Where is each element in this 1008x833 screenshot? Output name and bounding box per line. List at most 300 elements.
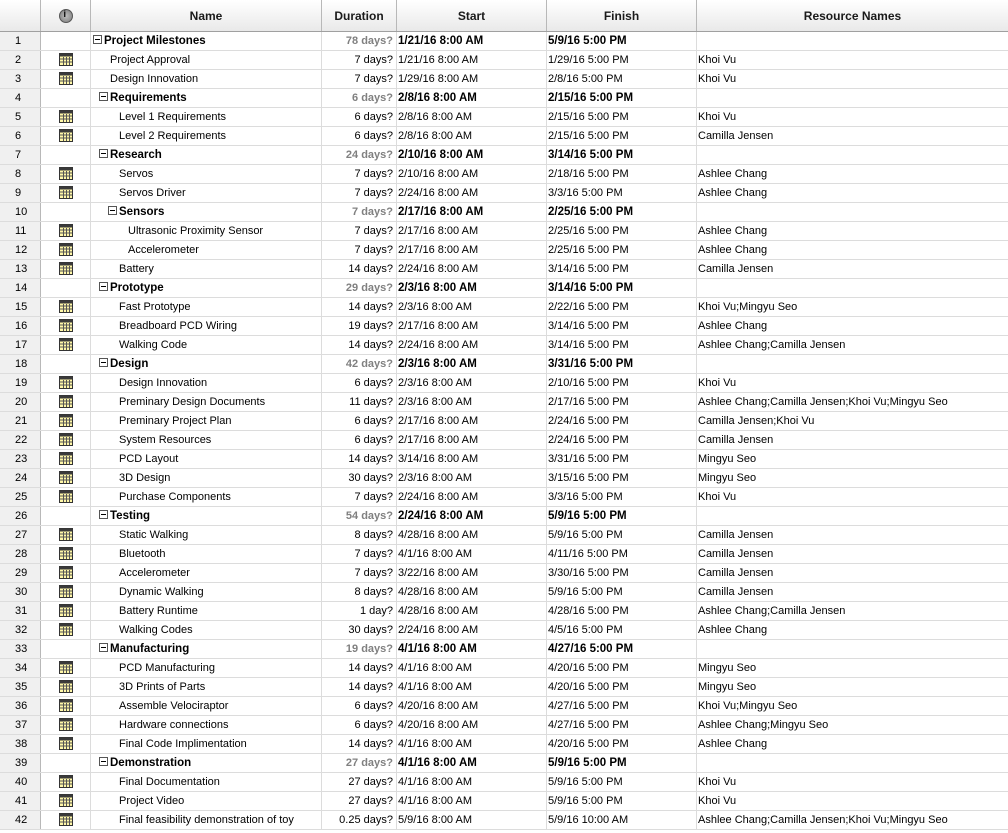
task-row[interactable]	[0, 773, 1008, 792]
task-name[interactable]	[91, 32, 322, 50]
task-name[interactable]	[91, 317, 322, 335]
resource-names-column-header[interactable]: Resource Names	[697, 0, 1008, 31]
row-number[interactable]	[0, 716, 41, 734]
finish-cell[interactable]	[547, 184, 697, 202]
finish-cell[interactable]	[547, 431, 697, 449]
duration-cell[interactable]	[322, 89, 397, 107]
task-row[interactable]	[0, 317, 1008, 336]
start-cell[interactable]	[397, 260, 547, 278]
start-cell[interactable]	[397, 583, 547, 601]
duration-cell[interactable]	[322, 773, 397, 791]
task-name[interactable]	[91, 412, 322, 430]
finish-cell[interactable]	[547, 317, 697, 335]
row-number[interactable]	[0, 697, 41, 715]
collapse-toggle-icon[interactable]	[99, 149, 108, 158]
task-name[interactable]	[91, 526, 322, 544]
task-row[interactable]	[0, 412, 1008, 431]
start-cell[interactable]	[397, 279, 547, 297]
start-cell[interactable]	[397, 317, 547, 335]
finish-cell[interactable]	[547, 735, 697, 753]
calendar-icon[interactable]	[59, 338, 73, 351]
resource-names-cell[interactable]	[697, 754, 1008, 772]
duration-cell[interactable]	[322, 260, 397, 278]
resource-names-cell[interactable]	[697, 184, 1008, 202]
task-row[interactable]	[0, 469, 1008, 488]
row-number[interactable]	[0, 621, 41, 639]
task-name[interactable]	[91, 203, 322, 221]
row-number[interactable]	[0, 792, 41, 810]
resource-names-cell[interactable]	[697, 336, 1008, 354]
start-cell[interactable]	[397, 678, 547, 696]
collapse-toggle-icon[interactable]	[99, 510, 108, 519]
resource-names-cell[interactable]	[697, 564, 1008, 582]
start-cell[interactable]	[397, 735, 547, 753]
task-row[interactable]	[0, 621, 1008, 640]
summary-task-row[interactable]	[0, 279, 1008, 298]
task-name[interactable]	[91, 127, 322, 145]
duration-cell[interactable]	[322, 811, 397, 829]
task-name[interactable]	[91, 89, 322, 107]
row-number[interactable]	[0, 298, 41, 316]
duration-cell[interactable]	[322, 51, 397, 69]
resource-names-cell[interactable]	[697, 127, 1008, 145]
calendar-icon[interactable]	[59, 604, 73, 617]
calendar-icon[interactable]	[59, 110, 73, 123]
row-number[interactable]	[0, 260, 41, 278]
task-name[interactable]	[91, 564, 322, 582]
duration-cell[interactable]	[322, 488, 397, 506]
collapse-toggle-icon[interactable]	[99, 757, 108, 766]
row-number[interactable]	[0, 89, 41, 107]
finish-cell[interactable]	[547, 222, 697, 240]
resource-names-cell[interactable]	[697, 526, 1008, 544]
finish-cell[interactable]	[547, 526, 697, 544]
resource-names-cell[interactable]	[697, 602, 1008, 620]
task-row[interactable]	[0, 184, 1008, 203]
resource-names-cell[interactable]	[697, 260, 1008, 278]
task-name[interactable]	[91, 450, 322, 468]
resource-names-cell[interactable]	[697, 51, 1008, 69]
start-cell[interactable]	[397, 640, 547, 658]
finish-cell[interactable]	[547, 146, 697, 164]
task-name[interactable]	[91, 355, 322, 373]
task-row[interactable]	[0, 450, 1008, 469]
duration-cell[interactable]	[322, 583, 397, 601]
row-number[interactable]	[0, 222, 41, 240]
start-cell[interactable]	[397, 184, 547, 202]
resource-names-cell[interactable]	[697, 811, 1008, 829]
finish-cell[interactable]	[547, 298, 697, 316]
task-name[interactable]	[91, 488, 322, 506]
duration-cell[interactable]	[322, 431, 397, 449]
row-number[interactable]	[0, 279, 41, 297]
task-row[interactable]	[0, 431, 1008, 450]
task-name[interactable]	[91, 621, 322, 639]
task-row[interactable]	[0, 260, 1008, 279]
duration-cell[interactable]	[322, 127, 397, 145]
duration-cell[interactable]	[322, 735, 397, 753]
duration-cell[interactable]	[322, 469, 397, 487]
task-name[interactable]	[91, 545, 322, 563]
row-number[interactable]	[0, 469, 41, 487]
start-cell[interactable]	[397, 507, 547, 525]
row-number[interactable]	[0, 450, 41, 468]
start-cell[interactable]	[397, 298, 547, 316]
calendar-icon[interactable]	[59, 623, 73, 636]
calendar-icon[interactable]	[59, 452, 73, 465]
task-row[interactable]	[0, 241, 1008, 260]
task-name[interactable]	[91, 165, 322, 183]
duration-cell[interactable]	[322, 792, 397, 810]
duration-cell[interactable]	[322, 412, 397, 430]
collapse-toggle-icon[interactable]	[99, 643, 108, 652]
task-name[interactable]	[91, 697, 322, 715]
resource-names-cell[interactable]	[697, 773, 1008, 791]
finish-cell[interactable]	[547, 697, 697, 715]
duration-cell[interactable]	[322, 754, 397, 772]
resource-names-cell[interactable]	[697, 298, 1008, 316]
resource-names-cell[interactable]	[697, 640, 1008, 658]
resource-names-cell[interactable]	[697, 355, 1008, 373]
resource-names-cell[interactable]	[697, 621, 1008, 639]
calendar-icon[interactable]	[59, 53, 73, 66]
start-cell[interactable]	[397, 602, 547, 620]
start-cell[interactable]	[397, 697, 547, 715]
duration-cell[interactable]	[322, 70, 397, 88]
task-name[interactable]	[91, 735, 322, 753]
task-row[interactable]	[0, 374, 1008, 393]
task-name[interactable]	[91, 393, 322, 411]
duration-cell[interactable]	[322, 146, 397, 164]
task-name[interactable]	[91, 583, 322, 601]
resource-names-cell[interactable]	[697, 241, 1008, 259]
start-cell[interactable]	[397, 488, 547, 506]
summary-task-row[interactable]	[0, 754, 1008, 773]
calendar-icon[interactable]	[59, 300, 73, 313]
finish-cell[interactable]	[547, 773, 697, 791]
task-name[interactable]	[91, 678, 322, 696]
task-name[interactable]	[91, 184, 322, 202]
start-cell[interactable]	[397, 811, 547, 829]
finish-cell[interactable]	[547, 374, 697, 392]
row-number[interactable]	[0, 735, 41, 753]
finish-cell[interactable]	[547, 165, 697, 183]
start-cell[interactable]	[397, 165, 547, 183]
summary-task-row[interactable]	[0, 640, 1008, 659]
calendar-icon[interactable]	[59, 680, 73, 693]
collapse-toggle-icon[interactable]	[99, 282, 108, 291]
duration-cell[interactable]	[322, 640, 397, 658]
row-number[interactable]	[0, 507, 41, 525]
resource-names-cell[interactable]	[697, 469, 1008, 487]
start-cell[interactable]	[397, 545, 547, 563]
calendar-icon[interactable]	[59, 699, 73, 712]
calendar-icon[interactable]	[59, 186, 73, 199]
calendar-icon[interactable]	[59, 547, 73, 560]
indicators-header[interactable]	[41, 0, 91, 31]
duration-cell[interactable]	[322, 165, 397, 183]
start-cell[interactable]	[397, 792, 547, 810]
task-row[interactable]	[0, 697, 1008, 716]
row-number[interactable]	[0, 355, 41, 373]
finish-cell[interactable]	[547, 355, 697, 373]
summary-task-row[interactable]	[0, 355, 1008, 374]
calendar-icon[interactable]	[59, 224, 73, 237]
row-number[interactable]	[0, 165, 41, 183]
row-number[interactable]	[0, 32, 41, 50]
task-row[interactable]	[0, 108, 1008, 127]
resource-names-cell[interactable]	[697, 716, 1008, 734]
finish-cell[interactable]	[547, 412, 697, 430]
resource-names-cell[interactable]	[697, 659, 1008, 677]
row-number[interactable]	[0, 70, 41, 88]
finish-cell[interactable]	[547, 260, 697, 278]
task-name[interactable]	[91, 374, 322, 392]
calendar-icon[interactable]	[59, 718, 73, 731]
row-number-header[interactable]	[0, 0, 41, 31]
start-cell[interactable]	[397, 659, 547, 677]
resource-names-cell[interactable]	[697, 488, 1008, 506]
start-cell[interactable]	[397, 716, 547, 734]
calendar-icon[interactable]	[59, 433, 73, 446]
row-number[interactable]	[0, 526, 41, 544]
task-row[interactable]	[0, 659, 1008, 678]
task-row[interactable]	[0, 735, 1008, 754]
duration-cell[interactable]	[322, 450, 397, 468]
calendar-icon[interactable]	[59, 319, 73, 332]
row-number[interactable]	[0, 412, 41, 430]
finish-cell[interactable]	[547, 70, 697, 88]
finish-cell[interactable]	[547, 811, 697, 829]
duration-cell[interactable]	[322, 32, 397, 50]
resource-names-cell[interactable]	[697, 393, 1008, 411]
finish-cell[interactable]	[547, 640, 697, 658]
row-number[interactable]	[0, 545, 41, 563]
task-name[interactable]	[91, 507, 322, 525]
start-cell[interactable]	[397, 450, 547, 468]
start-cell[interactable]	[397, 374, 547, 392]
duration-column-header[interactable]: Duration	[322, 0, 397, 31]
collapse-toggle-icon[interactable]	[93, 35, 102, 44]
finish-cell[interactable]	[547, 336, 697, 354]
resource-names-cell[interactable]	[697, 545, 1008, 563]
resource-names-cell[interactable]	[697, 507, 1008, 525]
task-name[interactable]	[91, 640, 322, 658]
task-row[interactable]	[0, 222, 1008, 241]
resource-names-cell[interactable]	[697, 374, 1008, 392]
task-row[interactable]	[0, 602, 1008, 621]
duration-cell[interactable]	[322, 298, 397, 316]
row-number[interactable]	[0, 583, 41, 601]
task-row[interactable]	[0, 526, 1008, 545]
duration-cell[interactable]	[322, 203, 397, 221]
calendar-icon[interactable]	[59, 661, 73, 674]
resource-names-cell[interactable]	[697, 70, 1008, 88]
calendar-icon[interactable]	[59, 414, 73, 427]
finish-column-header[interactable]: Finish	[547, 0, 697, 31]
finish-cell[interactable]	[547, 488, 697, 506]
task-name[interactable]	[91, 659, 322, 677]
task-name[interactable]	[91, 298, 322, 316]
row-number[interactable]	[0, 203, 41, 221]
finish-cell[interactable]	[547, 621, 697, 639]
resource-names-cell[interactable]	[697, 317, 1008, 335]
task-name[interactable]	[91, 70, 322, 88]
task-name[interactable]	[91, 469, 322, 487]
task-name[interactable]	[91, 602, 322, 620]
collapse-toggle-icon[interactable]	[99, 92, 108, 101]
row-number[interactable]	[0, 754, 41, 772]
row-number[interactable]	[0, 374, 41, 392]
calendar-icon[interactable]	[59, 566, 73, 579]
start-cell[interactable]	[397, 203, 547, 221]
duration-cell[interactable]	[322, 222, 397, 240]
row-number[interactable]	[0, 317, 41, 335]
calendar-icon[interactable]	[59, 129, 73, 142]
task-row[interactable]	[0, 70, 1008, 89]
task-row[interactable]	[0, 488, 1008, 507]
duration-cell[interactable]	[322, 602, 397, 620]
finish-cell[interactable]	[547, 393, 697, 411]
finish-cell[interactable]	[547, 32, 697, 50]
finish-cell[interactable]	[547, 716, 697, 734]
task-name[interactable]	[91, 754, 322, 772]
start-cell[interactable]	[397, 336, 547, 354]
finish-cell[interactable]	[547, 754, 697, 772]
calendar-icon[interactable]	[59, 737, 73, 750]
resource-names-cell[interactable]	[697, 222, 1008, 240]
start-cell[interactable]	[397, 431, 547, 449]
start-cell[interactable]	[397, 526, 547, 544]
task-name[interactable]	[91, 431, 322, 449]
calendar-icon[interactable]	[59, 262, 73, 275]
task-name[interactable]	[91, 336, 322, 354]
task-name[interactable]	[91, 108, 322, 126]
task-row[interactable]	[0, 678, 1008, 697]
row-number[interactable]	[0, 241, 41, 259]
collapse-toggle-icon[interactable]	[99, 358, 108, 367]
start-cell[interactable]	[397, 89, 547, 107]
duration-cell[interactable]	[322, 184, 397, 202]
task-row[interactable]	[0, 583, 1008, 602]
finish-cell[interactable]	[547, 659, 697, 677]
calendar-icon[interactable]	[59, 813, 73, 826]
resource-names-cell[interactable]	[697, 89, 1008, 107]
task-row[interactable]	[0, 127, 1008, 146]
finish-cell[interactable]	[547, 89, 697, 107]
duration-cell[interactable]	[322, 393, 397, 411]
resource-names-cell[interactable]	[697, 203, 1008, 221]
task-row[interactable]	[0, 792, 1008, 811]
finish-cell[interactable]	[547, 545, 697, 563]
start-cell[interactable]	[397, 32, 547, 50]
row-number[interactable]	[0, 336, 41, 354]
duration-cell[interactable]	[322, 279, 397, 297]
task-row[interactable]	[0, 51, 1008, 70]
start-cell[interactable]	[397, 412, 547, 430]
resource-names-cell[interactable]	[697, 412, 1008, 430]
resource-names-cell[interactable]	[697, 583, 1008, 601]
duration-cell[interactable]	[322, 355, 397, 373]
row-number[interactable]	[0, 678, 41, 696]
duration-cell[interactable]	[322, 108, 397, 126]
resource-names-cell[interactable]	[697, 431, 1008, 449]
duration-cell[interactable]	[322, 526, 397, 544]
summary-task-row[interactable]	[0, 146, 1008, 165]
finish-cell[interactable]	[547, 241, 697, 259]
start-column-header[interactable]: Start	[397, 0, 547, 31]
task-row[interactable]	[0, 298, 1008, 317]
task-row[interactable]	[0, 165, 1008, 184]
duration-cell[interactable]	[322, 564, 397, 582]
row-number[interactable]	[0, 146, 41, 164]
start-cell[interactable]	[397, 773, 547, 791]
resource-names-cell[interactable]	[697, 450, 1008, 468]
resource-names-cell[interactable]	[697, 165, 1008, 183]
resource-names-cell[interactable]	[697, 678, 1008, 696]
row-number[interactable]	[0, 811, 41, 829]
finish-cell[interactable]	[547, 792, 697, 810]
start-cell[interactable]	[397, 355, 547, 373]
calendar-icon[interactable]	[59, 585, 73, 598]
start-cell[interactable]	[397, 51, 547, 69]
duration-cell[interactable]	[322, 241, 397, 259]
row-number[interactable]	[0, 431, 41, 449]
finish-cell[interactable]	[547, 51, 697, 69]
row-number[interactable]	[0, 602, 41, 620]
row-number[interactable]	[0, 773, 41, 791]
finish-cell[interactable]	[547, 127, 697, 145]
start-cell[interactable]	[397, 222, 547, 240]
resource-names-cell[interactable]	[697, 792, 1008, 810]
task-name[interactable]	[91, 773, 322, 791]
calendar-icon[interactable]	[59, 775, 73, 788]
calendar-icon[interactable]	[59, 167, 73, 180]
task-name[interactable]	[91, 241, 322, 259]
duration-cell[interactable]	[322, 545, 397, 563]
start-cell[interactable]	[397, 469, 547, 487]
finish-cell[interactable]	[547, 450, 697, 468]
resource-names-cell[interactable]	[697, 735, 1008, 753]
finish-cell[interactable]	[547, 108, 697, 126]
summary-task-row[interactable]	[0, 203, 1008, 222]
task-name[interactable]	[91, 260, 322, 278]
task-name[interactable]	[91, 811, 322, 829]
calendar-icon[interactable]	[59, 794, 73, 807]
task-name[interactable]	[91, 716, 322, 734]
task-name[interactable]	[91, 279, 322, 297]
duration-cell[interactable]	[322, 374, 397, 392]
start-cell[interactable]	[397, 108, 547, 126]
task-row[interactable]	[0, 545, 1008, 564]
finish-cell[interactable]	[547, 203, 697, 221]
row-number[interactable]	[0, 488, 41, 506]
summary-task-row[interactable]	[0, 507, 1008, 526]
summary-task-row[interactable]	[0, 89, 1008, 108]
finish-cell[interactable]	[547, 583, 697, 601]
calendar-icon[interactable]	[59, 490, 73, 503]
finish-cell[interactable]	[547, 279, 697, 297]
calendar-icon[interactable]	[59, 243, 73, 256]
finish-cell[interactable]	[547, 564, 697, 582]
row-number[interactable]	[0, 108, 41, 126]
row-number[interactable]	[0, 564, 41, 582]
task-row[interactable]	[0, 564, 1008, 583]
task-name[interactable]	[91, 222, 322, 240]
row-number[interactable]	[0, 659, 41, 677]
row-number[interactable]	[0, 640, 41, 658]
calendar-icon[interactable]	[59, 376, 73, 389]
